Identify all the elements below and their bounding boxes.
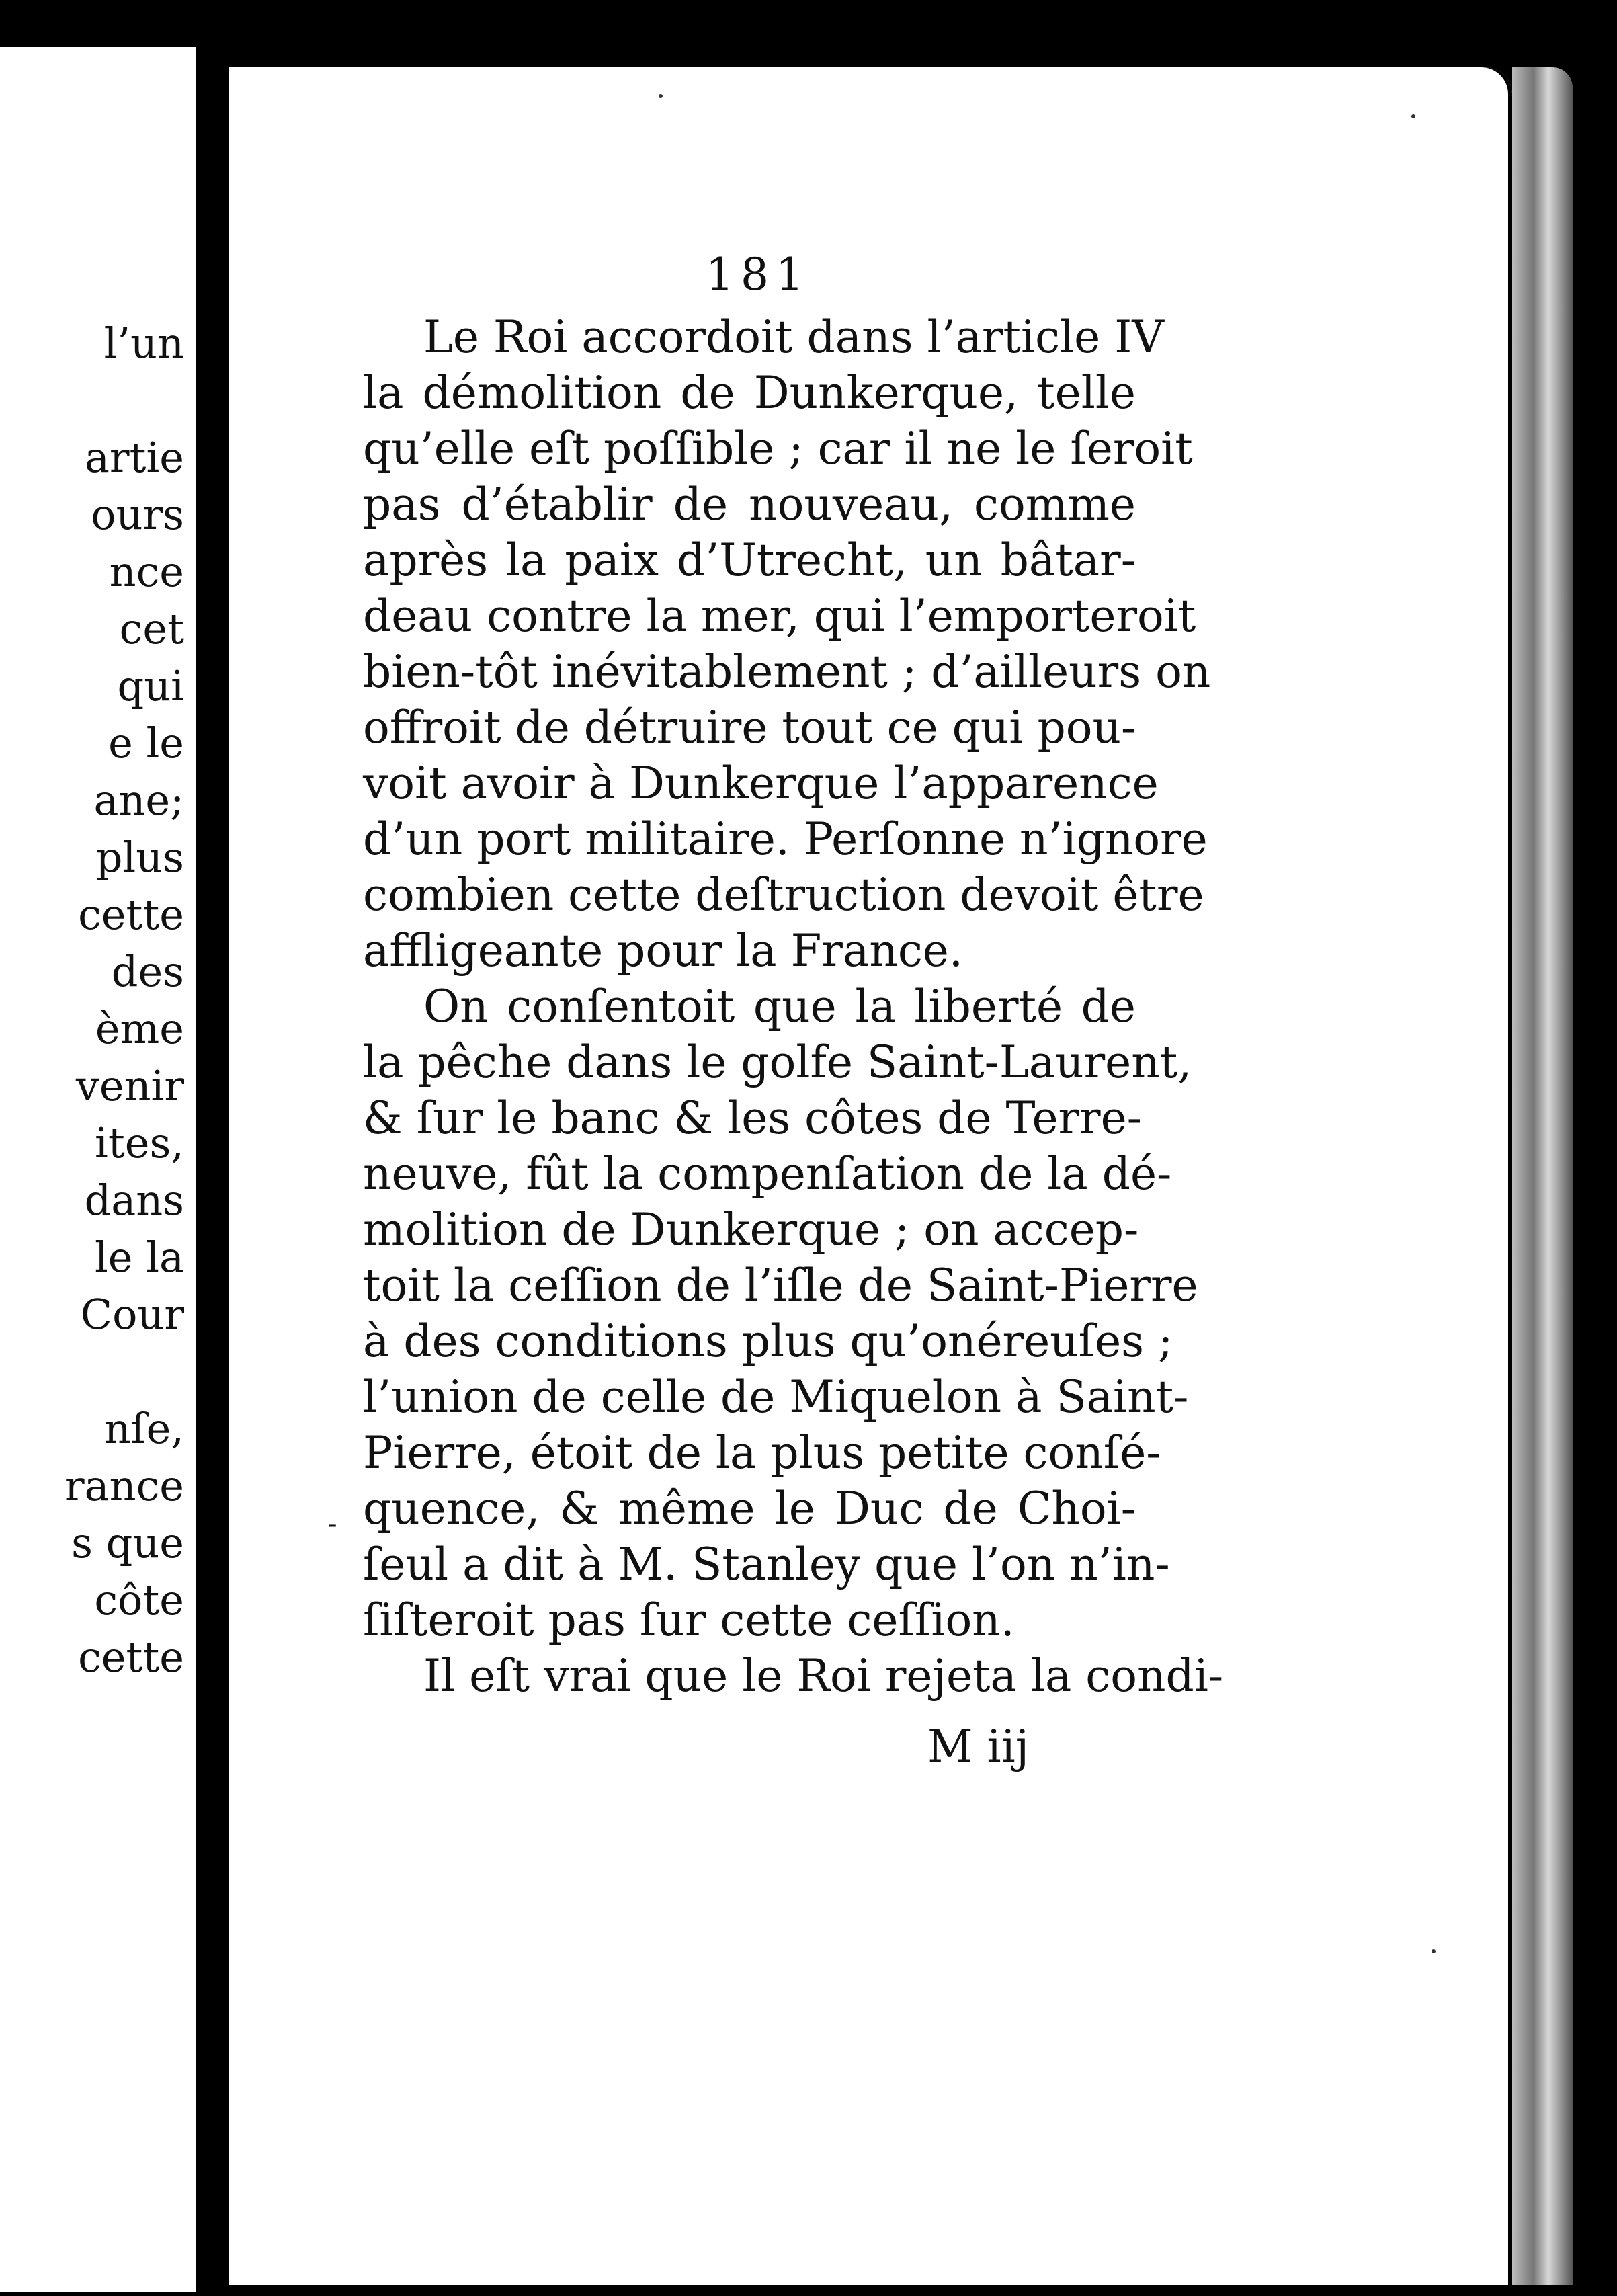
facing-line: nce — [109, 547, 184, 596]
facing-line: plus — [95, 833, 184, 882]
facing-line: s que — [71, 1518, 184, 1567]
facing-line: ane; — [93, 776, 184, 825]
text-line: qu’elle eſt poſſible ; car il ne le ſeroit — [363, 423, 1193, 475]
signature-mark: M iij — [927, 1721, 1030, 1772]
text-line: molition de Dunkerque ; on accep- — [363, 1204, 1139, 1256]
facing-line: dans — [84, 1176, 184, 1225]
text-line: d’un port militaire. Perſonne n’ignore — [363, 813, 1208, 865]
text-line: toit la ceſſion de l’iſle de Saint-Pierre — [363, 1260, 1198, 1311]
facing-line: cette — [78, 890, 184, 939]
text-line: ſiſteroit pas ſur cette ceſſion. — [363, 1594, 1015, 1646]
text-line: bien-tôt inévitablement ; d’ailleurs on — [363, 646, 1211, 698]
facing-line: l’un — [103, 319, 184, 368]
text-line: combien cette deſtruction devoit être — [363, 869, 1204, 921]
ink-speck — [1432, 1949, 1436, 1953]
facing-line: des — [111, 947, 184, 996]
facing-line: nſe, — [103, 1404, 184, 1453]
facing-line: rance — [65, 1461, 184, 1510]
facing-line: cet — [119, 604, 184, 653]
margin-mark: - — [328, 1509, 337, 1540]
text-line: à des conditions plus qu’onéreuſes ; — [363, 1315, 1173, 1367]
text-line: & ſur le banc & les côtes de Terre- — [363, 1092, 1142, 1144]
facing-line: ites, — [95, 1118, 184, 1167]
ink-speck — [659, 94, 663, 98]
binding-gutter — [196, 47, 230, 2292]
text-line: affligeante pour la France. — [363, 925, 963, 977]
facing-line: ours — [91, 490, 184, 539]
text-line: l’union de celle de Miquelon à Saint- — [363, 1371, 1189, 1423]
page-edges — [1512, 67, 1573, 2285]
text-line: neuve, fût la compenſation de la dé- — [363, 1148, 1172, 1200]
text-line: offroit de détruire tout ce qui pou- — [363, 702, 1136, 753]
facing-line: qui — [117, 661, 184, 710]
text-line: voit avoir à Dunkerque l’apparence — [363, 757, 1159, 809]
facing-line: cette — [78, 1633, 184, 1682]
facing-line: côte — [94, 1575, 184, 1625]
facing-line: Cour — [80, 1290, 184, 1339]
text-line: la pêche dans le golfe Saint-Laurent, — [363, 1036, 1192, 1088]
text-line: ſeul a dit à M. Stanley que l’on n’in- — [363, 1539, 1170, 1590]
text-line: Pierre, étoit de la plus petite conſé- — [363, 1427, 1161, 1479]
text-line: Le Roi accordoit dans l’article IV — [423, 311, 1164, 363]
facing-line: e le — [108, 719, 184, 768]
body-text — [363, 309, 1224, 1704]
page-number: 181 — [706, 249, 811, 300]
ink-speck — [1411, 114, 1415, 118]
text-line: pas d’établir de nouveau, comme — [363, 479, 1136, 530]
facing-line: artie — [84, 433, 184, 482]
text-line: On conſentoit que la liberté de — [423, 981, 1136, 1032]
text-line: Il eſt vrai que le Roi rejeta la condi- — [423, 1650, 1224, 1702]
facing-line: ème — [95, 1004, 184, 1053]
facing-line: le la — [94, 1233, 184, 1282]
facing-page-fragment — [0, 47, 199, 2292]
text-line: quence, & même le Duc de Choi- — [363, 1483, 1136, 1534]
text-line: deau contre la mer, qui l’emporteroit — [363, 590, 1196, 642]
facing-line: venir — [75, 1061, 184, 1110]
text-line: après la paix d’Utrecht, un bâtar- — [363, 534, 1136, 586]
text-line: la démolition de Dunkerque, telle — [363, 367, 1136, 419]
